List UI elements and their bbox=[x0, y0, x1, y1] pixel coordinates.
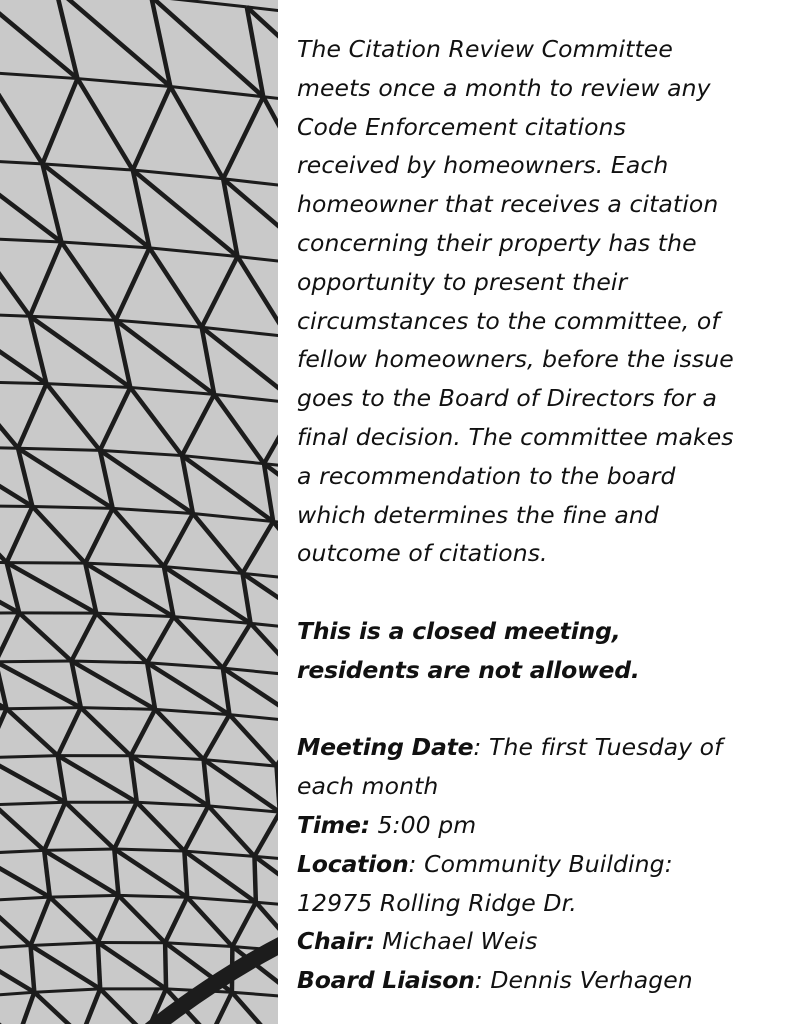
roof-beam bbox=[275, 997, 278, 1024]
roof-beam bbox=[184, 851, 254, 856]
roof-beam bbox=[131, 756, 137, 802]
location-row-cont bbox=[297, 884, 787, 923]
roof-beam bbox=[184, 806, 208, 851]
roof-beam bbox=[232, 992, 275, 1024]
location-row bbox=[297, 845, 787, 884]
roof-beam bbox=[0, 238, 30, 316]
roof-beam bbox=[85, 563, 164, 566]
glass-roof-photo bbox=[0, 0, 278, 1024]
roof-beam bbox=[165, 943, 232, 947]
roof-beam bbox=[208, 806, 254, 856]
roof-beam bbox=[0, 238, 61, 242]
roof-beam bbox=[96, 613, 147, 663]
roof-beam bbox=[0, 805, 44, 851]
roof-beam bbox=[0, 72, 42, 163]
roof-beam bbox=[61, 242, 149, 248]
roof-beam bbox=[184, 851, 256, 902]
roof-beam bbox=[229, 715, 276, 766]
roof-beam bbox=[0, 661, 71, 662]
roof-beam bbox=[214, 394, 278, 403]
roof-beam bbox=[0, 945, 31, 949]
roof-beam bbox=[232, 902, 255, 946]
roof-beam bbox=[147, 663, 155, 710]
roof-beam bbox=[223, 668, 230, 715]
roof-beam bbox=[165, 943, 166, 989]
closed-meeting-warning bbox=[297, 612, 787, 690]
meeting-date-value: The first Tuesday of bbox=[489, 733, 723, 762]
meeting-date-label: Meeting Date bbox=[297, 733, 474, 762]
roof-beam bbox=[119, 895, 166, 942]
intro-line: received by homeowners. Each bbox=[297, 151, 669, 180]
roof-beam bbox=[232, 992, 278, 997]
chair-value: Michael Weis bbox=[382, 927, 538, 956]
roof-beam bbox=[44, 849, 114, 850]
intro-paragraph bbox=[297, 30, 787, 573]
board-liaison-value: Dennis Verhagen bbox=[490, 966, 693, 995]
roof-beam bbox=[114, 849, 187, 897]
roof-beam bbox=[204, 760, 278, 813]
roof-beam bbox=[0, 997, 17, 1024]
roof-beam bbox=[238, 256, 278, 336]
roof-beam bbox=[18, 384, 46, 449]
roof-beam bbox=[113, 508, 193, 513]
chair-row bbox=[297, 922, 787, 961]
roof-beam bbox=[50, 897, 98, 942]
roof-beam bbox=[137, 802, 185, 851]
roof-beam bbox=[208, 806, 278, 812]
roof-beam bbox=[30, 242, 62, 316]
roof-beam bbox=[44, 802, 65, 850]
roof-beam bbox=[96, 613, 173, 616]
roof-beam bbox=[7, 708, 81, 709]
roof-beam bbox=[131, 756, 209, 806]
roof-beam bbox=[18, 448, 100, 450]
roof-beam bbox=[71, 661, 147, 663]
roof-beam bbox=[44, 850, 50, 897]
roof-beam bbox=[131, 756, 204, 760]
roof-beam bbox=[170, 87, 223, 179]
roof-beam bbox=[77, 79, 170, 87]
roof-beam bbox=[81, 708, 131, 756]
roof-beam bbox=[31, 945, 101, 988]
roof-beam bbox=[58, 756, 137, 803]
intro-line: final decision. The committee makes bbox=[297, 422, 734, 451]
intro-line: homeowner that receives a citation bbox=[297, 190, 719, 219]
roof-beam bbox=[0, 506, 32, 507]
meeting-date-row-cont bbox=[297, 767, 787, 806]
location-address: 12975 Rolling Ridge Dr. bbox=[297, 888, 577, 917]
roof-beam bbox=[0, 382, 46, 384]
roof-beam bbox=[204, 715, 230, 760]
roof-beam bbox=[0, 854, 50, 897]
roof-beam bbox=[149, 248, 237, 257]
meeting-date-row bbox=[297, 728, 787, 767]
location-label: Location bbox=[297, 849, 409, 878]
roof-beam bbox=[263, 97, 278, 189]
roof-beam bbox=[277, 766, 278, 812]
intro-line: circumstances to the committee, of bbox=[297, 306, 720, 335]
roof-beam bbox=[223, 623, 251, 668]
roof-beam bbox=[42, 164, 132, 170]
roof-beam bbox=[17, 992, 34, 1024]
roof-beam bbox=[58, 756, 66, 803]
roof-beam bbox=[42, 79, 77, 164]
roof-beam bbox=[164, 567, 251, 624]
roof-beam bbox=[31, 942, 98, 945]
roof-beam bbox=[173, 617, 222, 669]
roof-beam bbox=[214, 394, 264, 463]
roof-beam bbox=[61, 242, 115, 320]
chair-label: Chair: bbox=[297, 927, 375, 956]
roof-beam bbox=[184, 851, 187, 897]
roof-beam bbox=[151, 0, 247, 7]
roof-beam bbox=[264, 464, 273, 522]
warning-line: This is a closed meeting, bbox=[297, 616, 621, 645]
roof-beam bbox=[116, 248, 150, 320]
roof-beam bbox=[50, 895, 119, 897]
board-liaison-row bbox=[297, 961, 787, 1000]
roof-beam bbox=[0, 901, 31, 946]
roof-beam bbox=[44, 850, 118, 895]
roof-beam bbox=[114, 849, 118, 895]
roof-beam bbox=[0, 850, 44, 853]
roof-beam bbox=[85, 563, 173, 616]
intro-line: concerning their property has the bbox=[297, 228, 697, 257]
roof-beam bbox=[0, 447, 18, 448]
roof-beam bbox=[58, 708, 81, 756]
roof-beam bbox=[155, 709, 203, 759]
roof-beam bbox=[71, 661, 155, 709]
roof-beam bbox=[98, 942, 100, 988]
roof-beam bbox=[0, 72, 77, 78]
meeting-date-value-cont: each month bbox=[297, 772, 439, 801]
roof-beam bbox=[31, 897, 50, 945]
intro-line: fellow homeowners, before the issue bbox=[297, 345, 734, 374]
time-value: 5:00 pm bbox=[377, 810, 477, 839]
roof-beam bbox=[131, 709, 155, 755]
roof-beam bbox=[100, 450, 182, 455]
intro-line: meets once a month to review any bbox=[297, 73, 711, 102]
intro-line: opportunity to present their bbox=[297, 267, 628, 296]
roof-beam bbox=[114, 802, 137, 849]
roof-beam bbox=[202, 256, 238, 327]
roof-beam bbox=[187, 897, 256, 902]
roof-beam bbox=[77, 79, 132, 170]
roof-beam bbox=[32, 506, 85, 563]
roof-beam bbox=[147, 617, 173, 663]
time-row bbox=[297, 806, 787, 845]
roof-beam bbox=[34, 992, 81, 1024]
location-value: Community Building: bbox=[424, 849, 673, 878]
roof-arch bbox=[150, 940, 278, 1024]
roof-beam bbox=[0, 992, 34, 997]
roof-beam bbox=[137, 802, 208, 806]
board-liaison-label: Board Liaison bbox=[297, 966, 475, 995]
roof-beam bbox=[149, 248, 201, 327]
roof-beam bbox=[170, 87, 263, 97]
roof-beam bbox=[147, 663, 229, 715]
roof-beam bbox=[114, 849, 184, 851]
roof-beam bbox=[165, 897, 187, 942]
roof-beam bbox=[0, 159, 42, 164]
roof-beam bbox=[81, 708, 155, 710]
roof-beam bbox=[46, 384, 130, 388]
roof-beam bbox=[30, 316, 116, 320]
roof-beam bbox=[254, 856, 255, 902]
intro-line: Code Enforcement citations bbox=[297, 112, 626, 141]
roof-beam bbox=[100, 989, 146, 1024]
roof-beam bbox=[32, 506, 112, 508]
roof-beam bbox=[277, 722, 278, 766]
meeting-details bbox=[297, 728, 787, 1000]
roof-beam bbox=[0, 709, 7, 758]
roof-beam bbox=[133, 170, 223, 179]
roof-beam bbox=[0, 758, 65, 803]
roof-beam bbox=[98, 942, 166, 988]
roof-beam bbox=[119, 895, 188, 897]
intro-line: a recommendation to the board bbox=[297, 461, 676, 490]
roof-beam bbox=[133, 87, 171, 170]
roof-beam bbox=[130, 387, 182, 455]
roof-beam bbox=[0, 382, 18, 449]
roof-beam bbox=[81, 989, 100, 1024]
roof-beam bbox=[164, 514, 193, 567]
roof-beam bbox=[85, 508, 112, 563]
roof-beam bbox=[0, 756, 58, 758]
roof-beam bbox=[0, 662, 81, 708]
roof-beam bbox=[7, 709, 58, 756]
roof-beam bbox=[204, 760, 209, 806]
time-label: Time: bbox=[297, 810, 370, 839]
roof-beam bbox=[130, 387, 214, 394]
intro-line: goes to the Board of Directors for a bbox=[297, 384, 718, 413]
separator bbox=[370, 811, 378, 839]
separator: : bbox=[474, 966, 491, 995]
roof-beam bbox=[98, 895, 119, 942]
separator: : bbox=[473, 733, 490, 762]
warning-line: residents are not allowed. bbox=[297, 655, 640, 684]
roof-beam bbox=[182, 456, 273, 522]
intro-line: outcome of citations. bbox=[297, 539, 548, 568]
intro-line: The Citation Review Committee bbox=[297, 35, 673, 63]
roof-beam bbox=[7, 506, 33, 562]
roof-beam bbox=[113, 508, 164, 566]
roof-beam bbox=[100, 387, 130, 450]
roof-beam bbox=[71, 613, 96, 661]
roof-beam bbox=[193, 514, 243, 574]
roof-beam bbox=[46, 384, 100, 451]
roof-beam bbox=[254, 812, 278, 856]
roof-beam bbox=[243, 522, 274, 574]
roof-beam bbox=[31, 945, 35, 992]
roof-beam bbox=[251, 623, 278, 675]
content-column bbox=[297, 30, 787, 1000]
lattice-roof-image bbox=[0, 0, 278, 1024]
roof-beam bbox=[210, 992, 232, 1024]
separator: : bbox=[408, 849, 425, 878]
roof-beam bbox=[7, 563, 97, 614]
roof-beam bbox=[243, 573, 251, 623]
roof-beam bbox=[65, 802, 114, 849]
roof-beam bbox=[0, 506, 7, 563]
roof-beam bbox=[0, 802, 65, 804]
intro-line: which determines the fine and bbox=[297, 500, 659, 529]
roof-beam bbox=[187, 897, 232, 946]
roof-beam bbox=[7, 563, 86, 564]
roof-beam bbox=[34, 989, 100, 992]
roof-beam bbox=[19, 613, 71, 661]
roof-beam bbox=[182, 394, 214, 455]
roof-beam bbox=[273, 522, 278, 582]
roof-beam bbox=[116, 320, 202, 327]
roof-beam bbox=[223, 97, 263, 179]
roof-beam bbox=[264, 403, 278, 463]
roof-beam bbox=[0, 613, 19, 662]
roof-beam bbox=[0, 897, 50, 901]
